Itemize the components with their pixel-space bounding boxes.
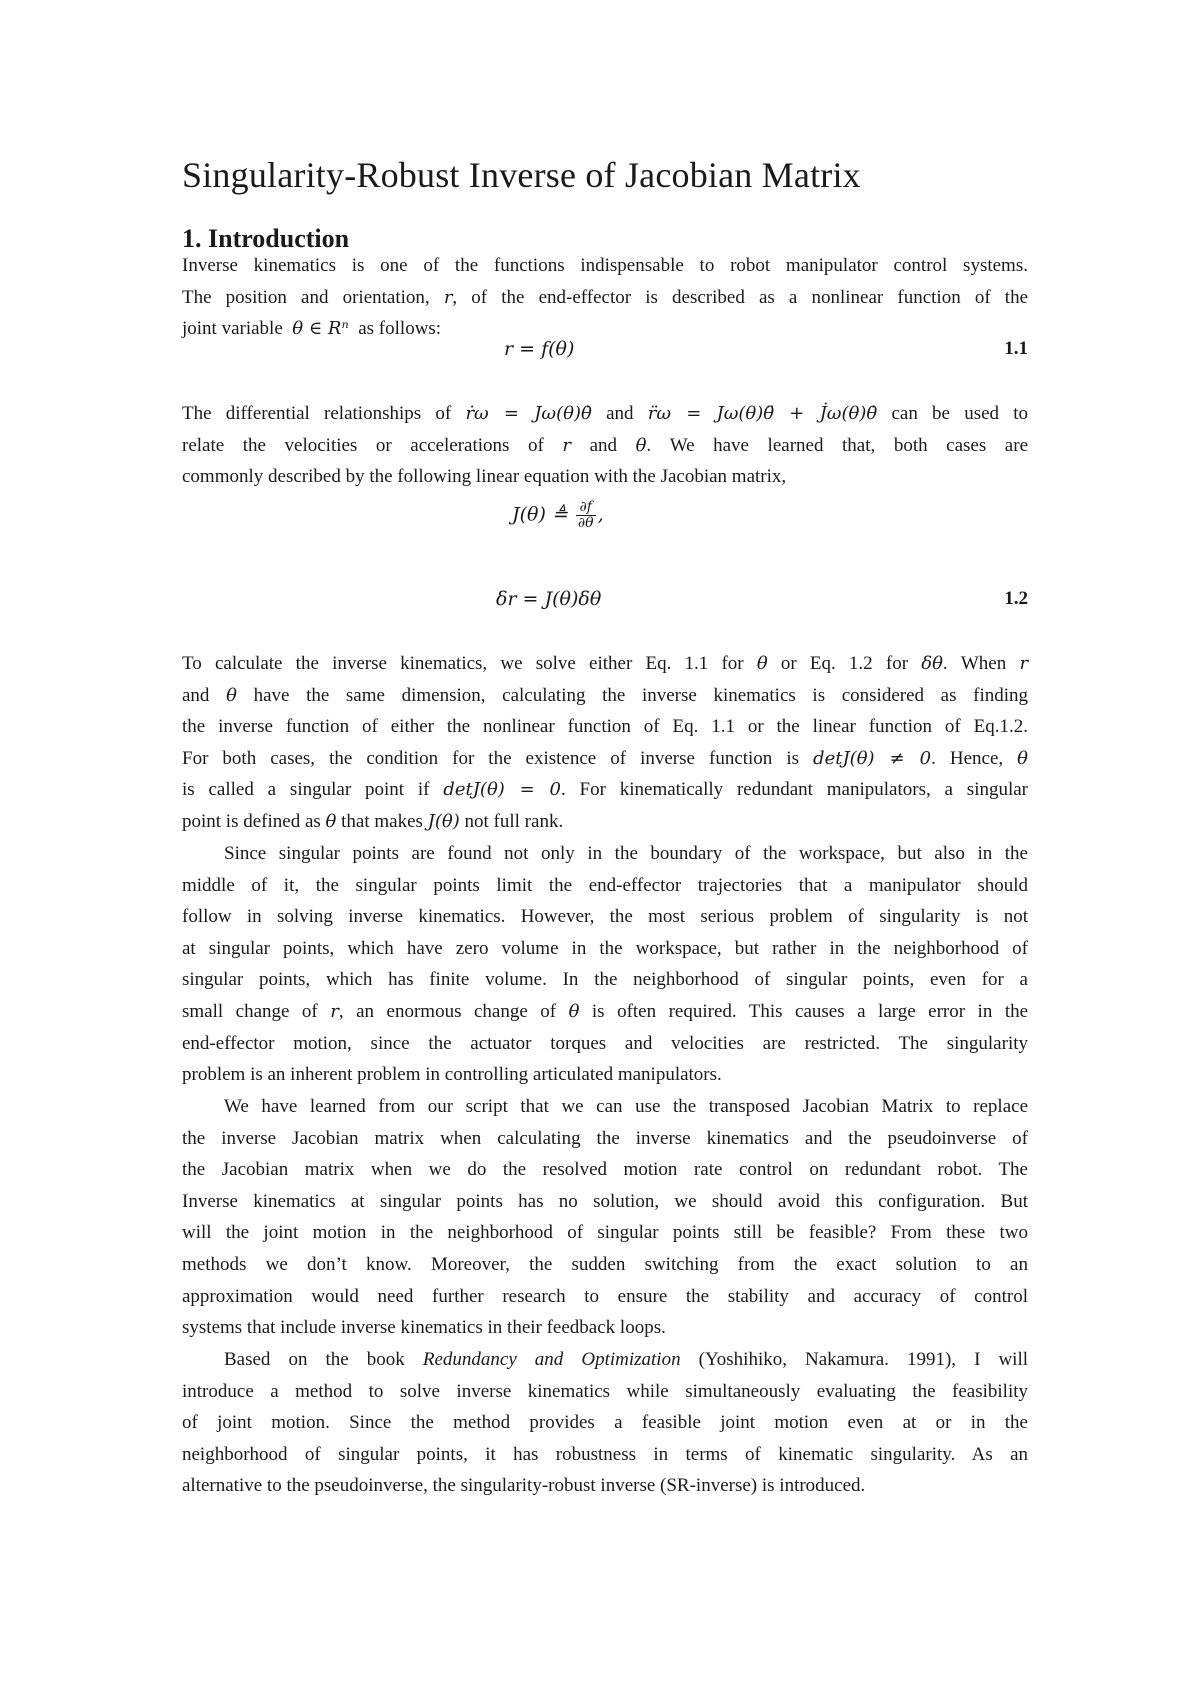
text-line: will the joint motion in the neighborhood of singular points still be feasible? From these two: [182, 1222, 1028, 1244]
text-line: The differential relationships of ṙω = Jω(θ)θ̇ and r̈ω = Jω(θ)θ̈ + J̇ω(θ)θ̇ can be used to: [182, 403, 1029, 424]
section-title: Introduction: [208, 224, 350, 253]
text-line: relate the velocities or accelerations of r and θ. We have learned that, both cases are: [182, 434, 1029, 456]
book-title: Redundancy and Optimization: [422, 1349, 681, 1370]
math-inline: θ: [635, 434, 647, 456]
text-line: Inverse kinematics is one of the functions indispensable to robot manipulator control systems.: [182, 255, 1028, 276]
text-line: Inverse kinematics at singular points has no solution, we should avoid this configuration. But: [182, 1190, 1028, 1212]
math-inline: r: [443, 286, 453, 308]
text-line: of joint motion. Since the method provides a feasible joint motion even at or in the: [182, 1412, 1028, 1434]
intro-paragraph-1: [182, 250, 1028, 345]
intro-paragraph-2: [182, 398, 1028, 493]
text-line: Based on the book Redundancy and Optimization (Yoshihiko, Nakamura. 1991), I will: [224, 1349, 1028, 1370]
intro-paragraph-4: [182, 838, 1028, 1091]
paper-title: Singularity-Robust Inverse of Jacobian Matrix: [182, 155, 861, 195]
text-line: approximation would need further research to ensure the stability and accuracy of control: [182, 1285, 1028, 1307]
text-line: singular points, which has finite volume. In the neighborhood of singular points, even for a: [182, 969, 1028, 991]
text-line: at singular points, which have zero volume in the workspace, but rather in the neighborhood of: [182, 937, 1028, 959]
text-line: middle of it, the singular points limit the end-effector trajectories that a manipulator should: [182, 874, 1028, 896]
equation-expression: r = f(θ): [504, 338, 575, 360]
text-line: neighborhood of singular points, it has robustness in terms of kinematic singularity. As an: [182, 1443, 1028, 1465]
equation-1-2: [182, 588, 1028, 622]
text-line: The position and orientation, r, of the end-effector is described as a nonlinear function of the: [182, 286, 1029, 308]
partial-fraction: $\frac{\partial f}{\partial\theta}$: [577, 499, 594, 531]
math-inline: r̈ω = Jω(θ)θ̈ + J̇ω(θ)θ̇: [647, 403, 878, 424]
equation-1-1: [182, 338, 1028, 372]
text-line: end-effector motion, since the actuator torques and velocities are restricted. The singularity: [182, 1032, 1028, 1054]
text-line: joint variable θ ∈ Rⁿ as follows:: [182, 318, 442, 340]
jacobian-definition: [182, 500, 1028, 540]
text-line: the inverse Jacobian matrix when calculating the inverse kinematics and the pseudoinverse of: [182, 1127, 1028, 1149]
text-line: introduce a method to solve inverse kinematics while simultaneously evaluating the feasibility: [182, 1380, 1028, 1402]
text-line: and θ have the same dimension, calculating the inverse kinematics is considered as finding: [182, 684, 1029, 706]
math-inline: r: [562, 434, 571, 456]
math-inline: ṙω = Jω(θ)θ̇: [465, 403, 592, 424]
intro-paragraph-6: [182, 1344, 1028, 1502]
text-line: For both cases, the condition for the existence of inverse function is detJ(θ) ≠ 0. Hence, θ: [182, 747, 1029, 769]
equation-expression: J(θ) ≜ $\frac{\partial f}{\partial\theta}$ ,: [512, 499, 604, 531]
text-line: methods we don’t know. Moreover, the sudden switching from the exact solution to an: [182, 1253, 1028, 1275]
text-line: the Jacobian matrix when we do the resolved motion rate control on redundant robot. The: [182, 1159, 1028, 1181]
equation-expression: δr = J(θ)δθ: [496, 588, 602, 610]
intro-paragraph-5: [182, 1091, 1028, 1344]
text-line: To calculate the inverse kinematics, we solve either Eq. 1.1 for θ or Eq. 1.2 for δθ. When r: [182, 653, 1029, 674]
text-line: alternative to the pseudoinverse, the singularity-robust inverse (SR-inverse) is introduced.: [182, 1475, 866, 1497]
math-inline: θ ∈ Rⁿ: [292, 318, 349, 340]
text-line: the inverse function of either the nonlinear function of Eq. 1.1 or the linear function of Eq.1.2.: [182, 716, 1028, 738]
text-line: small change of r, an enormous change of θ is often required. This causes a large error in the: [182, 1000, 1029, 1022]
intro-paragraph-3: [182, 648, 1028, 838]
equation-number: 1.2: [1004, 588, 1028, 609]
text-line: is called a singular point if detJ(θ) = 0. For kinematically redundant manipulators, a singular: [182, 779, 1029, 801]
text-line: commonly described by the following linear equation with the Jacobian matrix,: [182, 466, 787, 488]
text-line: systems that include inverse kinematics in their feedback loops.: [182, 1317, 666, 1339]
text-line: problem is an inherent problem in controlling articulated manipulators.: [182, 1064, 722, 1086]
section-number: 1.: [182, 224, 202, 253]
text-line: point is defined as θ that makes J(θ) not full rank.: [182, 810, 564, 832]
text-line: Since singular points are found not only in the boundary of the workspace, but also in the: [224, 843, 1028, 864]
equation-number: 1.1: [1004, 338, 1028, 359]
text-line: follow in solving inverse kinematics. However, the most serious problem of singularity is not: [182, 906, 1028, 928]
text-line: We have learned from our script that we can use the transposed Jacobian Matrix to replace: [224, 1096, 1028, 1117]
